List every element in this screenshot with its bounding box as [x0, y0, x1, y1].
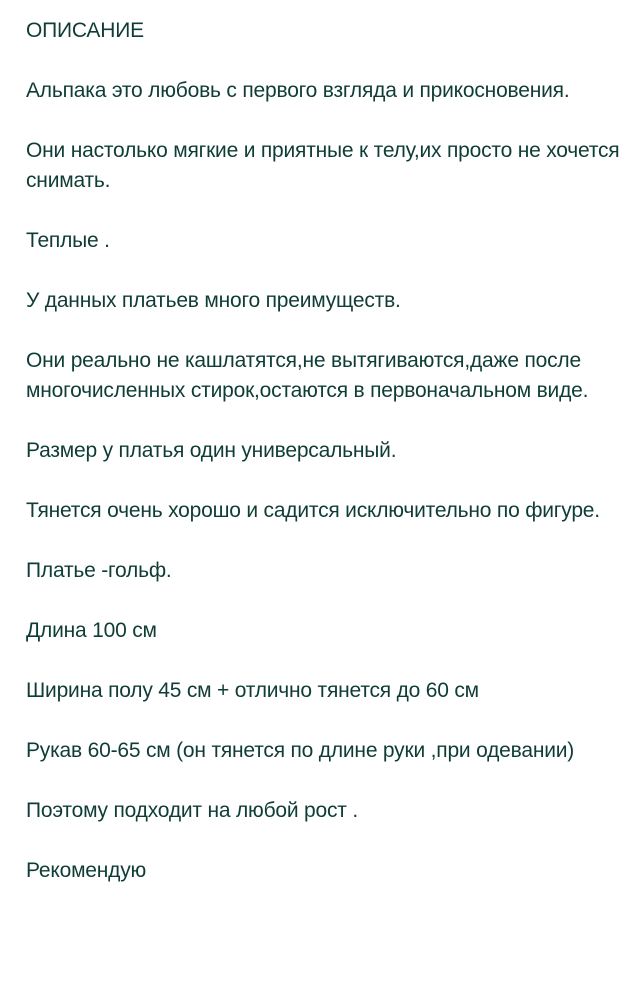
product-description	[26, 16, 626, 886]
description-paragraph: Платье -гольф.	[26, 559, 172, 582]
description-paragraph: Теплые .	[26, 229, 110, 252]
description-paragraph: Тянется очень хорошо и садится исключительно по фигуре.	[26, 499, 600, 522]
description-paragraph: Они реально не кашлатятся,не вытягиваются,даже после многочисленных стирок,остаются в первоначальном виде.	[26, 349, 589, 402]
description-paragraph: Ширина полу 45 см + отлично тянется до 60 см	[26, 679, 479, 702]
description-paragraph: Поэтому подходит на любой рост .	[26, 799, 358, 822]
description-paragraph: Рукав 60-65 см (он тянется по длине руки ,при одевании)	[26, 739, 575, 762]
description-paragraph: У данных платьев много преимуществ.	[26, 289, 401, 312]
description-paragraph: Длина 100 см	[26, 619, 157, 642]
description-paragraph: Альпака это любовь с первого взгляда и прикосновения.	[26, 79, 570, 102]
description-title: ОПИСАНИЕ	[26, 19, 144, 42]
description-paragraph: Размер у платья один универсальный.	[26, 439, 397, 462]
description-paragraph: Рекомендую	[26, 859, 147, 882]
description-paragraph: Они настолько мягкие и приятные к телу,их просто не хочется снимать.	[26, 139, 620, 192]
